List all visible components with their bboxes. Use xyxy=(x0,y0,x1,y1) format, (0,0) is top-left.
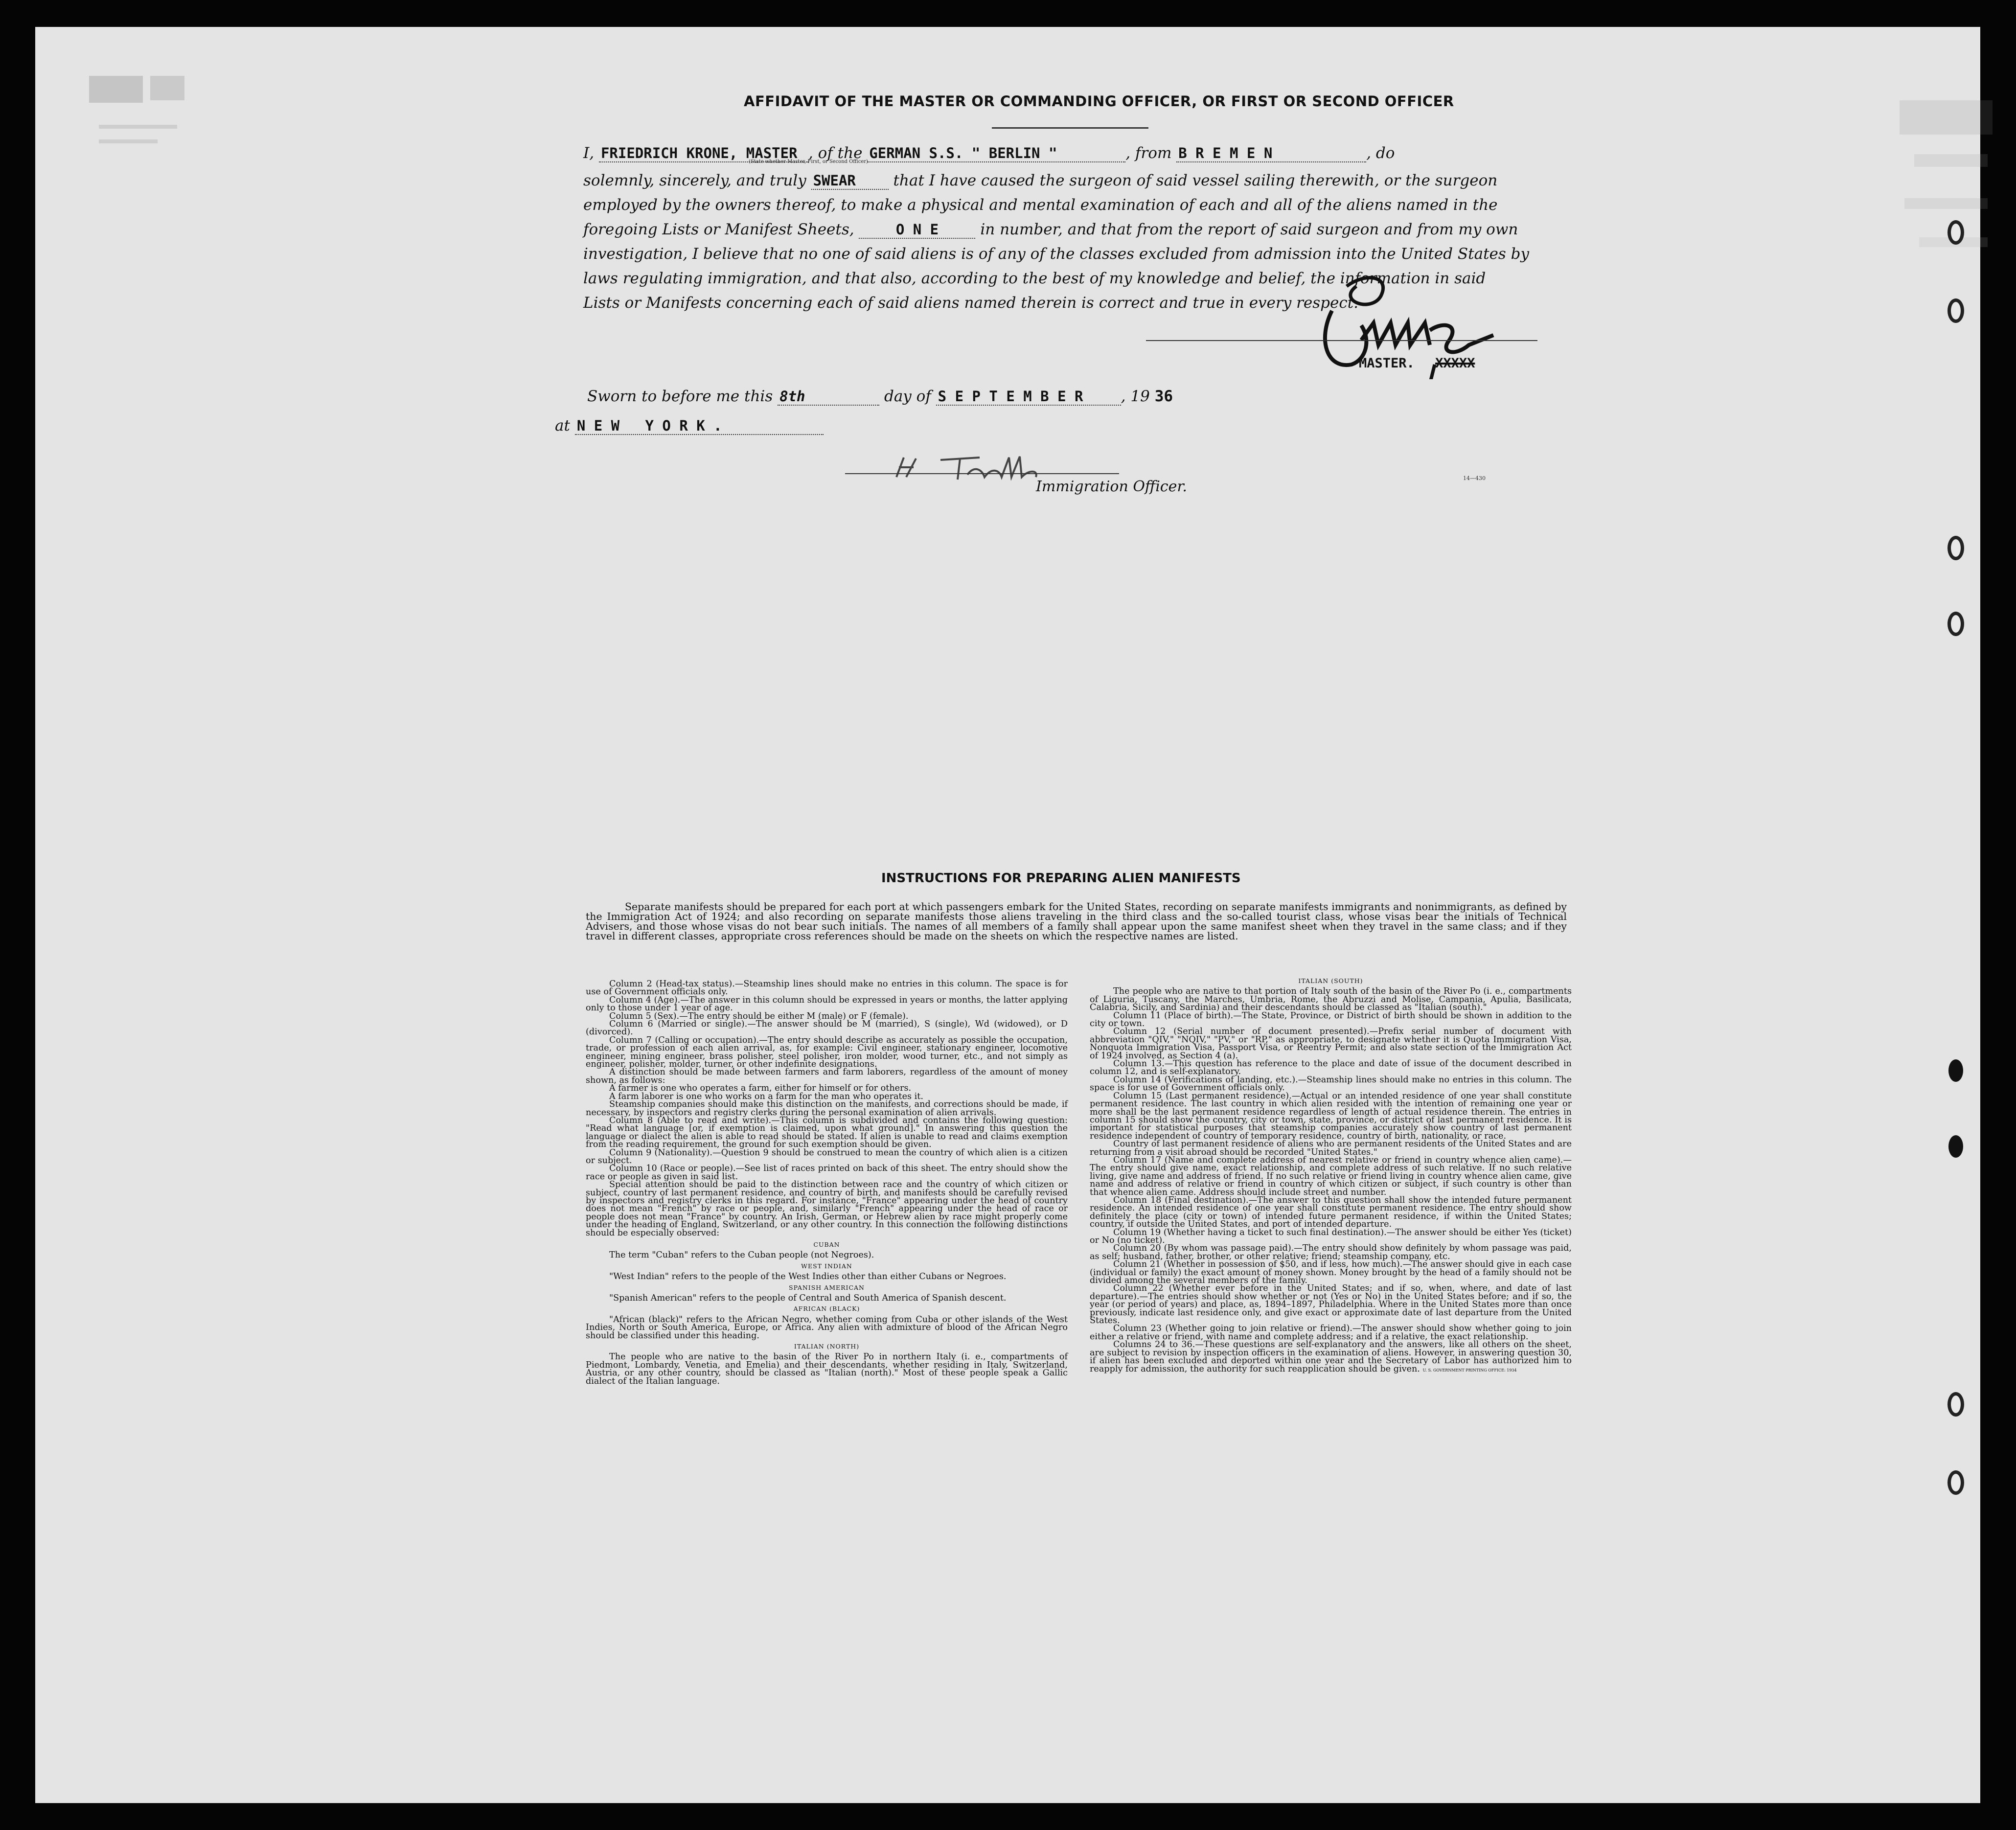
signature-line xyxy=(1146,340,1537,341)
vessel-name-field: GERMAN S.S. " BERLIN " xyxy=(867,145,1125,162)
instructions-intro: Separate manifests should be prepared for each port at which passengers embark for the United States, recording on separate manifests immigrants and nonimmigrants, as defined by the Immigration Act of 1924; and also recording on separate manifests those aliens traveling in the third class and the so-called tourist class, whose visas bear the initials of Technical Advisers, and those whose visas do not bear such initials. The names of all members of a family shall appear upon the same manifest sheet when they travel in the same class; and if they travel in different classes, appropriate cross references should be made on the sheets on which the respective names are listed. xyxy=(586,901,1567,942)
instruction-item: Column 20 (By whom was passage paid).—The entry should show definitely by whom passage was paid, as self; husband, father, brother, or other relative; friend; steamship company, etc. xyxy=(1090,1243,1572,1261)
section-heading: ITALIAN (NORTH) xyxy=(794,1343,860,1350)
section-heading: CUBAN xyxy=(813,1241,840,1248)
instruction-item: Column 17 (Name and complete address of nearest relative or friend in country whence alien came).—The entry should give name, exact relationship, and complete address of such relative. If no such relative living, give name and address of friend. If no such relative or friend living in country whence alien came, give name and address of relative or friend in country of which citizen or subject, if such country is other than that whence alien came. Address should include street and number. xyxy=(1090,1155,1572,1197)
signature-title: MASTER. XXXXX xyxy=(1359,356,1475,371)
instruction-item: A distinction should be made between farmers and farm laborers, regardless of the amount of money shown, as follows: xyxy=(586,1067,1068,1085)
instruction-item: Special attention should be paid to the distinction between race and the country of which citizen or subject, country of last permanent residence, and country of birth, and manifests should be carefully revised by inspectors and registry clerks in this regard. For instance, "France" appearing under the head of country does not mean "French" by race or people, and, similarly "French" appearing under the head of race or people does not mean "France" by country. An Irish, German, or Hebrew alien by race might properly come under the heading of England, Switzerland, or any other country. In this connection the following distinctions should be especially observed: xyxy=(586,1180,1068,1238)
oath-field: SWEAR xyxy=(811,172,889,190)
instructions-right-column xyxy=(1090,977,1572,1374)
title-rule xyxy=(992,127,1148,129)
instruction-item: Column 12 (Serial number of document presented).—Prefix serial number of document with abbreviation "QIV," "NQIV," "PV," or "RP," as appropriate, to designate whether it is Quota Immigration Visa, Nonquota Immigration Visa, Passport Visa, or Reentry Permit; and also state section of the Immigration Act of 1924 involved, as Section 4 (a). xyxy=(1090,1027,1572,1061)
instruction-item: Steamship companies should make this distinction on the manifests, and corrections should be made, if necessary, by inspectors and registry clerks during the personal examination of alien arrivals. xyxy=(586,1099,1068,1118)
section-heading: SPANISH AMERICAN xyxy=(789,1283,865,1291)
instruction-item: Column 7 (Calling or occupation).—The entry should describe as accurately as possible the occupation, trade, or profession of each alien arrival, as, for example: Civil engineer, stationary engineer, locomotive engineer, mining engineer, brass polisher, steel polisher, iron molder, wood turner, etc., and not simply as engineer, polisher, molder, turner, or other indefinite designations. xyxy=(586,1035,1068,1070)
instruction-item: Column 18 (Final destination).—The answer to this question shall show the intended future permanent residence. An intended residence of one year shall constitute permanent residence. The entry should show definitely the place (city or town) of intended future permanent residence, if within the United States; country, if outside the United States, and port of intended departure. xyxy=(1090,1195,1572,1230)
affidavit-line-1: I, FRIEDRICH KRONE, MASTER , of the GERMAN S.S. " BERLIN " , from B R E M E N , do xyxy=(583,144,1395,162)
instructions-left-column xyxy=(586,980,1068,1385)
binder-hole xyxy=(1947,1392,1964,1417)
binder-hole xyxy=(1947,220,1964,245)
instruction-item: Column 2 (Head-tax status).—Steamship lines should make no entries in this column. The space is for use of Government officials only. xyxy=(586,979,1068,997)
alien-count-field: O N E xyxy=(859,221,975,239)
instructions-title: INSTRUCTIONS FOR PREPARING ALIEN MANIFESTS xyxy=(881,871,1241,886)
instruction-item: "West Indian" refers to the people of the West Indies other than either Cubans or Negroes. xyxy=(609,1272,1007,1282)
instruction-item: Column 23 (Whether going to join relative or friend).—The answer should show whether going to join either a relative or friend, with name and complete address; and if a relative, the exact relationship. xyxy=(1090,1324,1572,1342)
affidavit-line-5: investigation, I believe that no one of said aliens is of any of the classes excluded from admission into the United States by xyxy=(583,245,1530,263)
sworn-line: Sworn to before me this 8th day of S E P T E M B E R , 19 36 xyxy=(587,388,1173,405)
binder-hole xyxy=(1947,612,1964,636)
sworn-day-field: 8th xyxy=(778,388,879,406)
section-heading: ITALIAN (SOUTH) xyxy=(1298,977,1363,984)
section-heading: AFRICAN (BLACK) xyxy=(793,1305,860,1313)
instruction-item: A farm laborer is one who works on a farm for the man who operates it. xyxy=(609,1091,923,1101)
affidavit-line-3: employed by the owners thereof, to make a physical and mental examination of each and all of the aliens named in the xyxy=(583,196,1498,214)
section-heading: WEST INDIAN xyxy=(801,1262,852,1270)
bleed-through-shadow xyxy=(1900,100,1993,1764)
affidavit-line-6: laws regulating immigration, and that also, according to the best of my knowledge and belief, the information in said xyxy=(583,270,1486,287)
instruction-item: The people who are native to that portion of Italy south of the basin of the River Po (i. e., compartments of Liguria, Tuscany, the Marches, Umbria, Rome, the Abruzzi and Molise, Campania, Apulia, Basilicata, Calabria, Sicily, and Sardinia) and their descendants should be classed as "Italian (south)." xyxy=(1090,986,1572,1013)
struck-title: XXXXX xyxy=(1435,356,1475,371)
instruction-item: Column 5 (Sex).—The entry should be either M (male) or F (female). xyxy=(609,1011,909,1021)
binder-hole xyxy=(1947,1470,1964,1495)
officer-signature-line xyxy=(845,473,1119,474)
binder-hole xyxy=(1948,1135,1963,1158)
instruction-item: "African (black)" refers to the African Negro, whether coming from Cuba or other islands of the West Indies, North or South America, Europe, or Africa. Any alien with admixture of blood of the African Negro should be classified under this heading. xyxy=(586,1314,1068,1341)
affidavit-title: AFFIDAVIT OF THE MASTER OR COMMANDING OFFICER, OR FIRST OR SECOND OFFICER xyxy=(744,93,1454,110)
affidavit-line-4: foregoing Lists or Manifest Sheets, O N E in number, and that from the report of said surgeon and from my own xyxy=(583,221,1518,238)
instruction-item: Column 22 (Whether ever before in the United States; and if so, when, where, and date of last departure).—The entries should show whether or not (Yes or No) in the United States before; and if so, the year (or period of years) and place, as, 1894–1897, Philadelphia. Where in the United States more than once previously, indicate last residence only, and give exact or approximate date of last departure from the United States. xyxy=(1090,1283,1572,1326)
instruction-item: Column 6 (Married or single).—The answer should be M (married), S (single), Wd (widowed), or D (divorced). xyxy=(586,1019,1068,1037)
rank-note: (State whether Master, First, or Second Officer) xyxy=(749,159,868,164)
instruction-item: The people who are native to the basin of the River Po in northern Italy (i. e., compartments of Piedmont, Lombardy, Venetia, and Emelia) and their descendants, whether residing in Italy, Switzerland, Austria, or any other country, should be classed as "Italian (north)." Most of these people speak a Gallic dialect of the Italian language. xyxy=(586,1352,1068,1386)
form-number: 14—430 xyxy=(1463,475,1486,481)
place-line: at N E W Y O R K . xyxy=(555,417,824,435)
manifest-sheet xyxy=(35,27,1980,1803)
departure-port-field: B R E M E N xyxy=(1176,145,1366,162)
affidavit-line-7: Lists or Manifests concerning each of said aliens named therein is correct and true in every respect. xyxy=(583,294,1359,312)
printer-imprint: U. S. GOVERNMENT PRINTING OFFICE: 1934 xyxy=(1422,1368,1517,1372)
officer-title: Immigration Officer. xyxy=(1036,478,1187,495)
bleed-through-left xyxy=(89,56,197,183)
instruction-item: Column 8 (Able to read and write).—This column is subdivided and contains the following question: "Read what language [or, if exemption is claimed, upon what ground]." In answering this question the language or dialect the alien is able to read should be stated. If alien is unable to read and claims exemption from the reading requirement, the ground for such exemption should be given. xyxy=(586,1115,1068,1150)
instruction-item: A farmer is one who operates a farm, either for himself or for others. xyxy=(609,1083,912,1094)
sworn-year: 36 xyxy=(1154,388,1173,405)
binder-hole xyxy=(1947,536,1964,560)
instruction-item: Column 10 (Race or people).—See list of races printed on back of this sheet. The entry should show the race or people as given in said list. xyxy=(586,1164,1068,1182)
instruction-item: Column 9 (Nationality).—Question 9 should be construed to mean the country of which alien is a citizen or subject. xyxy=(586,1147,1068,1166)
binder-hole xyxy=(1947,298,1964,323)
instruction-item: Column 14 (Verifications of landing, etc.).—Steamship lines should make no entries in this column. The space is for use of Government officials only. xyxy=(1090,1075,1572,1093)
instruction-item: Column 15 (Last permanent residence).—Actual or an intended residence of one year shall constitute permanent residence. The last country in which alien resided with the intention of remaining one year or more shall be the last permanent residence regardless of length of actual residence therein. The entries in column 15 should show the country, city or town, state, province, or district of last permanent residence. It is important for statistical purposes that steamship companies accurately show country of last permanent residence independent of country of temporary residence, country of birth, nationality, or race. xyxy=(1090,1091,1572,1141)
master-name-field: FRIEDRICH KRONE, MASTER xyxy=(599,145,808,162)
affidavit-line-2: solemnly, sincerely, and truly SWEAR that I have caused the surgeon of said vessel sailing therewith, or the surgeon xyxy=(583,172,1498,189)
instruction-item: Column 21 (Whether in possession of $50, and if less, how much).—The answer should give in each case (individual or family) the exact amount of money shown. Money brought by the head of a family should not be divided among the several members of the family. xyxy=(1090,1259,1572,1286)
instruction-item: Columns 24 to 36.—These questions are self-explanatory and the answers, like all others on the sheet, are subject to revision by inspection officers in the examination of aliens. However, in answering question 30, if alien has been excluded and deported within one year and the Secretary of Labor has authorized him to reapply for admission, the authority for such reapplication should be given. U. S. GOVERNMENT PRINTING OFFICE: 1934 xyxy=(1090,1340,1572,1374)
instruction-item: Column 4 (Age).—The answer in this column should be expressed in years or months, the latter applying only to those under 1 year of age. xyxy=(586,995,1068,1013)
instruction-item: "Spanish American" refers to the people of Central and South America of Spanish descent. xyxy=(609,1293,1007,1304)
instruction-item: The term "Cuban" refers to the Cuban people (not Negroes). xyxy=(609,1250,874,1260)
instruction-item: Country of last permanent residence of aliens who are permanent residents of the United States and are returning from a visit abroad should be recorded "United States." xyxy=(1090,1139,1572,1157)
instruction-item: Column 11 (Place of birth).—The State, Province, or District of birth should be shown in addition to the city or town. xyxy=(1090,1010,1572,1029)
sworn-month-field: S E P T E M B E R xyxy=(936,388,1121,406)
instruction-item: Column 13.—This question has reference to the place and date of issue of the document described in column 12, and is self-explanatory. xyxy=(1090,1059,1572,1077)
binder-hole xyxy=(1948,1059,1963,1082)
instruction-item: Column 19 (Whether having a ticket to such final destination).—The answer should be either Yes (ticket) or No (no ticket). xyxy=(1090,1227,1572,1245)
place-field: N E W Y O R K . xyxy=(575,417,824,435)
